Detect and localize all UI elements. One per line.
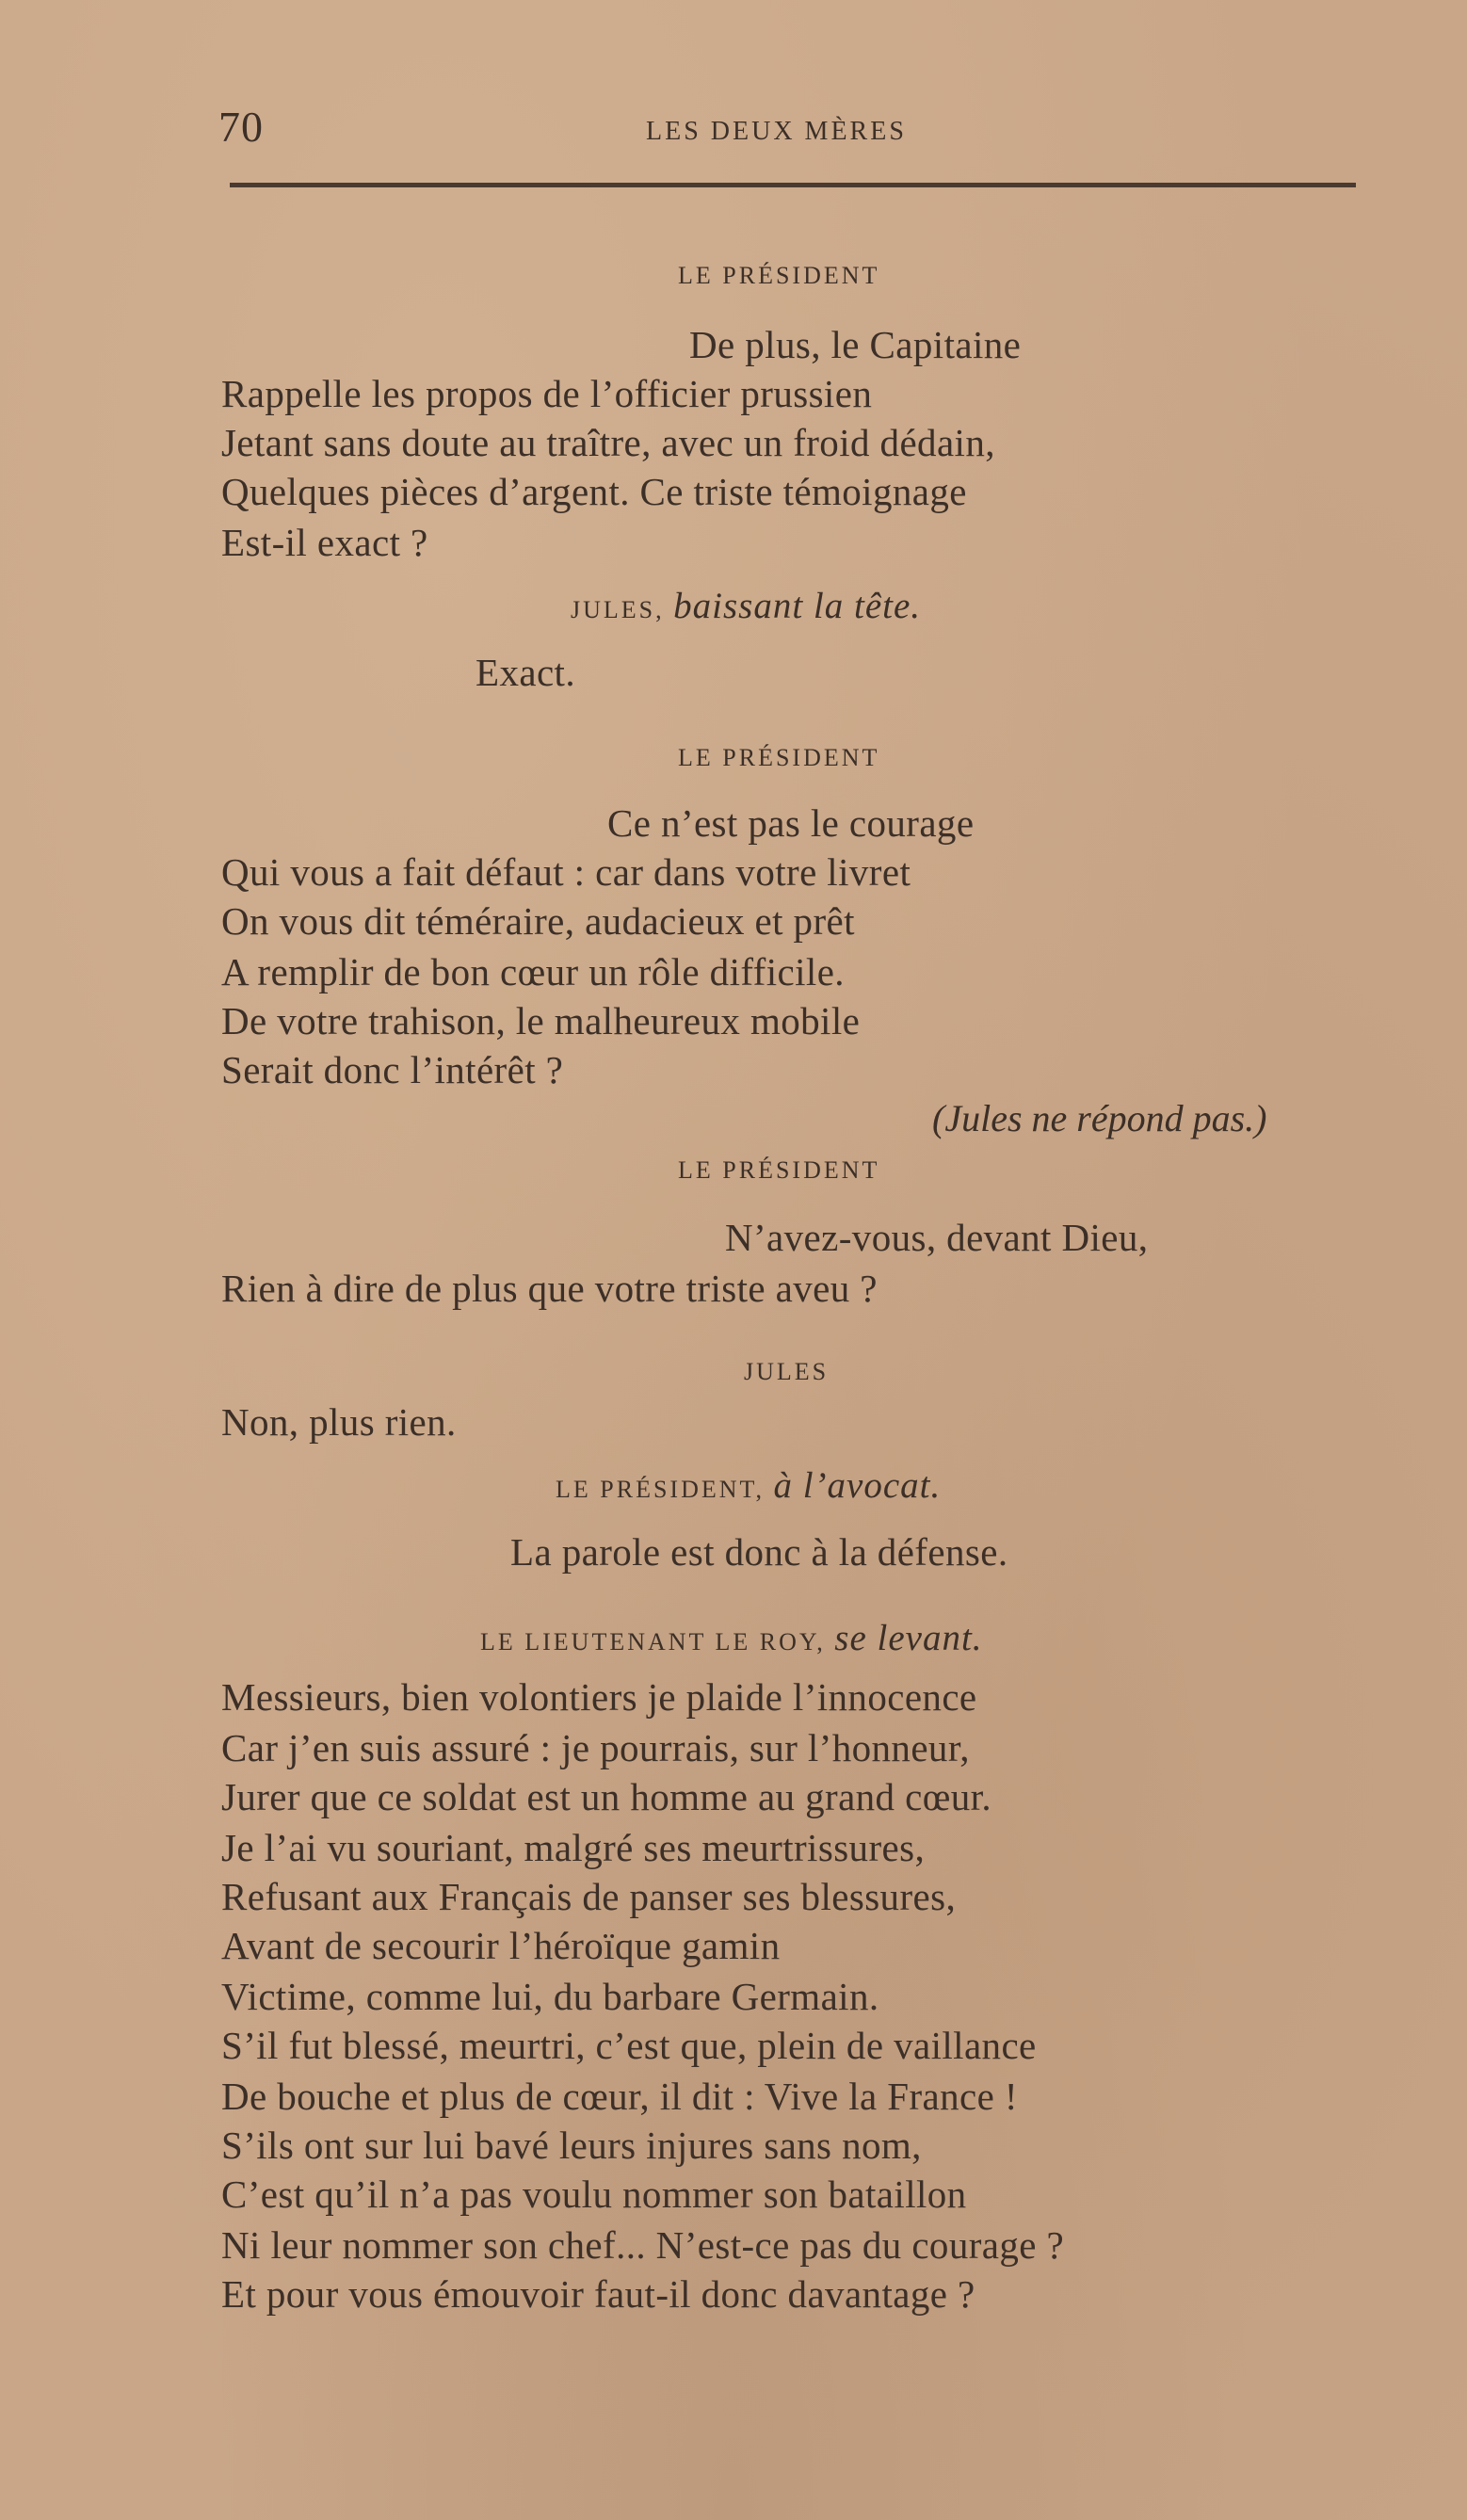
verse-line: De plus, le Capitaine xyxy=(689,323,1022,366)
verse-line: La parole est donc à la défense. xyxy=(510,1530,1008,1574)
verse-line: S’il fut blessé, meurtri, c’est que, plein de vaillance xyxy=(221,2024,1037,2067)
header-rule xyxy=(230,183,1356,187)
verse-line: Jurer que ce soldat est un homme au grand cœur. xyxy=(221,1775,992,1818)
verse-line: Et pour vous émouvoir faut-il donc davantage ? xyxy=(221,2272,975,2316)
verse-line: Quelques pièces d’argent. Ce triste témoignage xyxy=(221,470,967,513)
verse-line: On vous dit téméraire, audacieux et prêt xyxy=(221,899,855,943)
verse-line: Rien à dire de plus que votre triste aveu ? xyxy=(221,1267,878,1310)
speaker-line xyxy=(556,1467,941,1504)
speaker-line xyxy=(571,588,921,624)
verse-line: Car j’en suis assuré : je pourrais, sur l’honneur, xyxy=(221,1726,970,1769)
speaker-name: LE LIEUTENANT LE ROY, xyxy=(480,1628,826,1656)
speaker-name: LE PRÉSIDENT xyxy=(678,262,880,289)
stage-direction: baissant la tête. xyxy=(673,586,922,626)
speaker-line xyxy=(480,1620,983,1656)
verse-line: A remplir de bon cœur un rôle difficile. xyxy=(221,950,845,993)
speaker-name: LE PRÉSIDENT, xyxy=(556,1476,765,1503)
verse-line: Victime, comme lui, du barbare Germain. xyxy=(221,1975,879,2018)
speaker-name: JULES, xyxy=(571,596,665,623)
verse-line: Ni leur nommer son chef... N’est-ce pas du courage ? xyxy=(221,2223,1065,2267)
verse-line: S’ils ont sur lui bavé leurs injures sans nom, xyxy=(221,2124,922,2167)
verse-line: C’est qu’il n’a pas voulu nommer son bataillon xyxy=(221,2173,967,2216)
verse-line: Refusant aux Français de panser ses blessures, xyxy=(221,1875,957,1918)
verse-line: Rappelle les propos de l’officier prussien xyxy=(221,372,873,415)
verse-line: Est-il exact ? xyxy=(221,521,428,564)
stage-direction: à l’avocat. xyxy=(773,1465,942,1506)
speaker-name: LE PRÉSIDENT xyxy=(678,744,880,771)
verse-line: Messieurs, bien volontiers je plaide l’innocence xyxy=(221,1675,977,1719)
stage-direction: (Jules ne répond pas.) xyxy=(932,1097,1267,1139)
page-number: 70 xyxy=(218,103,264,151)
verse-line: Avant de secourir l’héroïque gamin xyxy=(221,1924,781,1967)
verse-line: Exact. xyxy=(476,651,575,694)
running-title: LES DEUX MÈRES xyxy=(646,117,907,146)
verse-line: Jetant sans doute au traître, avec un froid dédain, xyxy=(221,421,995,464)
verse-line: De bouche et plus de cœur, il dit : Vive la France ! xyxy=(221,2075,1018,2118)
verse-line: Ce n’est pas le courage xyxy=(607,801,975,845)
verse-line: Non, plus rien. xyxy=(221,1400,457,1444)
speaker-name: LE PRÉSIDENT xyxy=(678,1156,880,1184)
speaker-name: JULES xyxy=(744,1358,830,1385)
stage-direction: se levant. xyxy=(834,1618,983,1658)
verse-line: Je l’ai vu souriant, malgré ses meurtrissures, xyxy=(221,1826,926,1869)
verse-line: N’avez-vous, devant Dieu, xyxy=(725,1216,1149,1259)
verse-line: Qui vous a fait défaut : car dans votre livret xyxy=(221,850,911,894)
verse-line: De votre trahison, le malheureux mobile xyxy=(221,999,861,1042)
verse-line: Serait donc l’intérêt ? xyxy=(221,1048,564,1091)
